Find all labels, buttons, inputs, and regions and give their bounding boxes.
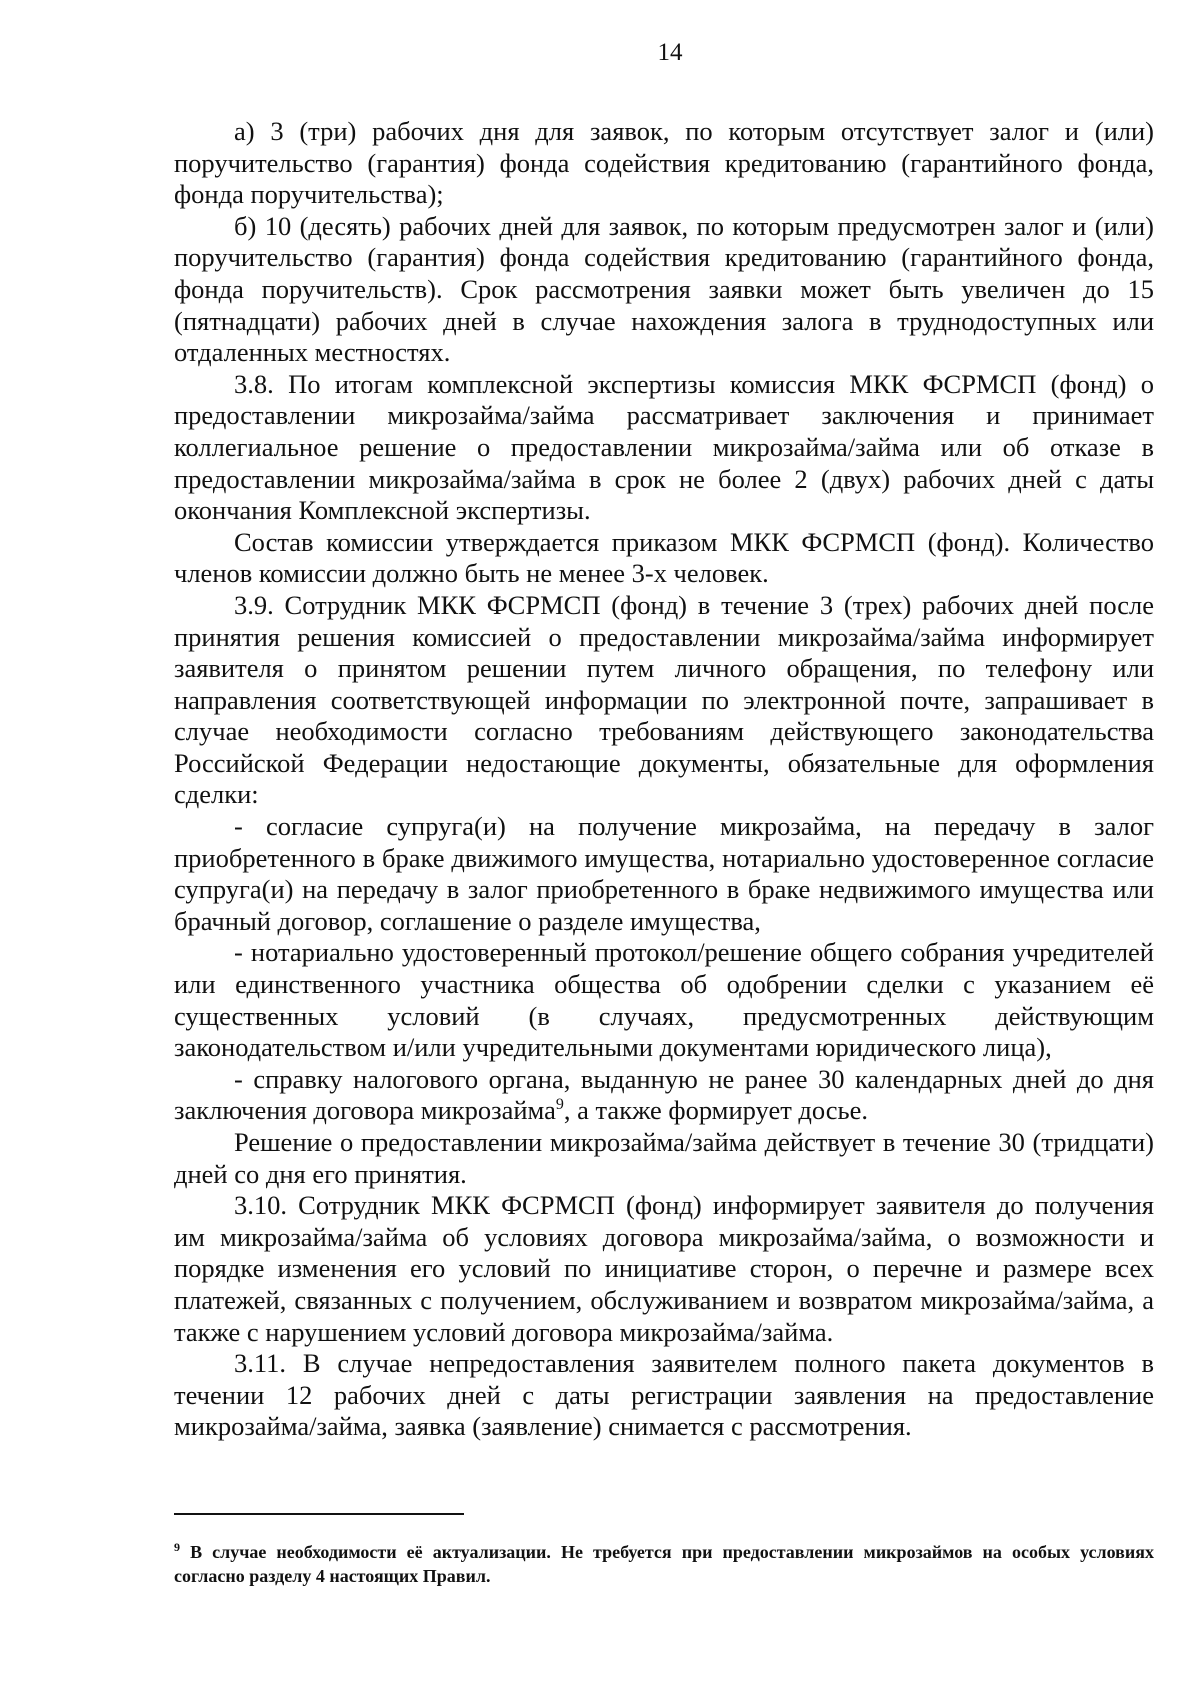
paragraph-3-8: 3.8. По итогам комплексной экспертизы комиссия МКК ФСРМСП (фонд) о предоставлении микрозайма/займа рассматривает заключения и принимает коллегиальное решение о предоставлении микрозайма/займа или об отказе в предоставлении микрозайма/займа в срок не более 2 (двух) рабочих дней с даты окончания Комплексной экспертизы.: [174, 368, 1154, 526]
footnote-reference: 9: [555, 1096, 564, 1114]
list-item-protocol: - нотариально удостоверенный протокол/решение общего собрания учредителей или единственного участника общества об одобрении сделки с указанием её существенных условий (в случаях, предусмотренных действующим законодательством и/или учредительными документами юридического лица),: [174, 937, 1154, 1063]
footnote: [174, 1540, 1154, 1588]
footnote-divider: [174, 1513, 464, 1515]
footnote-number: 9: [174, 1540, 180, 1554]
paragraph-commission: Состав комиссии утверждается приказом МКК ФСРМСП (фонд). Количество членов комиссии должно быть не менее 3-х человек.: [174, 526, 1154, 589]
paragraph-b: б) 10 (десять) рабочих дней для заявок, по которым предусмотрен залог и (или) поручительство (гарантия) фонда содействия кредитованию (гарантийного фонда, фонда поручительств). Срок рассмотрения заявки может быть увеличен до 15 (пятнадцати) рабочих дней в случае нахождения залога в труднодоступных или отдаленных местностях.: [174, 210, 1154, 368]
paragraph-a: а) 3 (три) рабочих дня для заявок, по которым отсутствует залог и (или) поручительство (гарантия) фонда содействия кредитованию (гарантийного фонда, фонда поручительства);: [174, 116, 1154, 210]
list-item-spouse-consent: - согласие супруга(и) на получение микрозайма, на передачу в залог приобретенного в браке движимого имущества, нотариально удостоверенное согласие супруга(и) на передачу в залог приобретенного в браке недвижимого имущества или брачный договор, соглашение о разделе имущества,: [174, 811, 1154, 936]
footnote-text: В случае необходимости её актуализации. Не требуется при предоставлении микрозаймов на особых условиях согласно разделу 4 настоящих Правил.: [174, 1542, 1154, 1586]
paragraph-3-9: 3.9. Сотрудник МКК ФСРМСП (фонд) в течение 3 (трех) рабочих дней после принятия решения комиссией о предоставлении микрозайма/займа информирует заявителя о принятом решении путем личного обращения, по телефону или направления соответствующей информации по электронной почте, запрашивает в случае необходимости согласно требованиям действующего законодательства Российской Федерации недостающие документы, обязательные для оформления сделки:: [174, 589, 1154, 810]
paragraph-3-10: 3.10. Сотрудник МКК ФСРМСП (фонд) информирует заявителя до получения им микрозайма/займа об условиях договора микрозайма/займа, о возможности и порядке изменения его условий по инициативе сторон, о перечне и размере всех платежей, связанных с получением, обслуживанием и возвратом микрозайма/займа, а также с нарушением условий договора микрозайма/займа.: [174, 1190, 1154, 1347]
tax-certificate-text: - справку налогового органа, выданную не ранее 30 календарных дней до дня заключения договора микрозайма: [174, 1063, 1154, 1126]
paragraph-decision-validity: Решение о предоставлении микрозайма/займа действует в течение 30 (тридцати) дней со дня его принятия.: [174, 1127, 1154, 1189]
paragraph-3-11: 3.11. В случае непредоставления заявителем полного пакета документов в течении 12 рабочих дней с даты регистрации заявления на предоставление микрозайма/займа, заявка (заявление) снимается с рассмотрения.: [174, 1348, 1154, 1442]
tax-certificate-text-end: , а также формирует досье.: [563, 1095, 869, 1126]
body-text: [174, 116, 1154, 1443]
page-number: 14: [657, 39, 683, 66]
list-item-tax-certificate: [174, 1064, 1154, 1127]
